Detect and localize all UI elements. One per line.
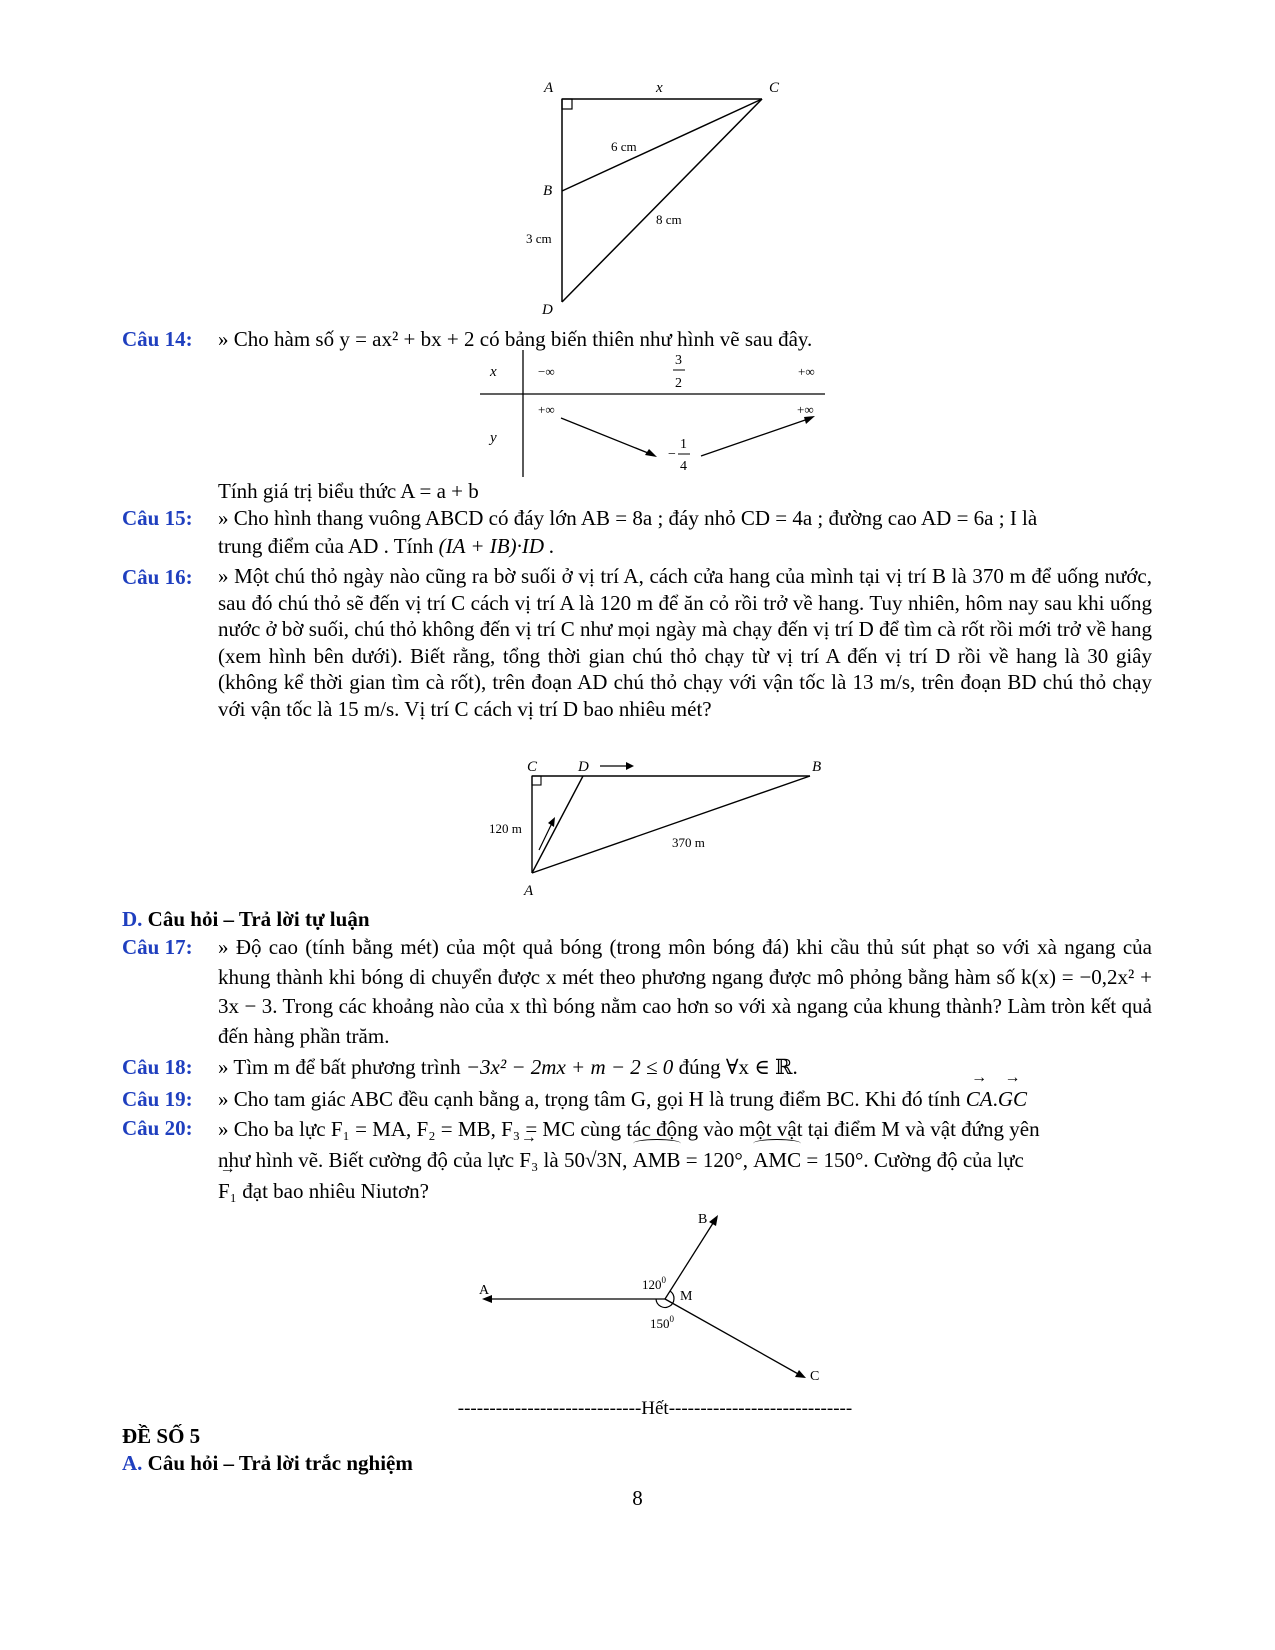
side-6cm-label: 6 cm [611,139,637,154]
table-x-minus-inf: −∞ [538,364,555,379]
q20-line2-mid: là 50√3N, [543,1148,628,1172]
rabbit-ca-label: 120 m [489,821,522,836]
table-x-label: x [490,364,497,380]
table-x-mid-den: 2 [675,376,682,391]
question-15 [122,504,1152,560]
point-A-label: A [544,80,554,96]
q17-text: » Độ cao (tính bằng mét) của một quả bóng (trong môn bóng đá) khi cầu thủ sút phạt so với xà ngang của khung thành khi bóng di chuyển được x mét theo phương ngang được mô phỏng bằng hàm số k(x) = −0,2x² + 3x − 3. Trong các khoảng nào của x thì bóng nằm cao hơn so với xà ngang của khung thành? Làm tròn kết quả đến hàng phần trăm. [218,935,1152,1048]
q19-vector-ca: CA → [966,1085,993,1113]
question-20-label: Câu 20: [122,1116,193,1140]
section-d-title: Câu hỏi – Trả lời tự luận [147,907,370,931]
q14-formula: y = ax² + bx + 2 [339,327,475,351]
question-15-label: Câu 15: [122,506,193,530]
point-D-label: D [542,302,553,318]
table-y-min-num: 1 [680,437,687,452]
force-point-M: M [680,1289,693,1304]
section-a-title: Câu hỏi – Trả lời trắc nghiệm [147,1451,413,1475]
q20-amb-value: = 120°, [685,1148,749,1172]
table-x-mid-num: 3 [675,353,682,368]
table-y-left-inf: +∞ [538,402,555,417]
q18-text-pre: » Tìm m để bất phương trình [218,1055,461,1079]
q14-text-pre: » Cho hàm số [218,327,335,351]
section-a-heading [122,1451,413,1476]
q20-line3-post: đạt bao nhiêu Niutơn? [242,1179,429,1203]
force-angle-150: $150^0$ [650,1314,674,1331]
force-point-C: C [810,1369,820,1384]
q20-forces: F₁ = MA, F₂ = MB, F₃ = MC [330,1117,576,1141]
table-x-plus-inf: +∞ [798,364,815,379]
q20-line1-post: cùng tác động vào một vật tại điểm M và vật đứng yên [580,1117,1040,1141]
point-B-label: B [543,183,553,199]
end-line: -----------------------------Hết----------------------------- [457,1398,853,1419]
question-14 [122,325,1152,353]
rabbit-ab-label: 370 m [672,835,705,850]
rabbit-figure [480,755,840,900]
table-y-min-sign: − [668,447,676,462]
force-point-B: B [698,1212,708,1227]
q20-angle-amb: AMB [633,1145,681,1176]
rabbit-point-A: A [524,883,534,899]
q15-line2-expr: (IA + IB)·ID . [438,534,555,558]
q19-vector-gc: GC → [998,1085,1027,1113]
q20-amc-value: = 150°. Cường độ của lực [806,1148,1024,1172]
q20-f1: F₁ → [218,1176,237,1207]
point-C-label: C [769,80,780,96]
question-14-label: Câu 14: [122,327,193,351]
q15-line2-pre: trung điểm của AD . Tính [218,534,434,558]
table-y-right-inf: +∞ [797,402,814,417]
q19-dot: . [992,1087,998,1111]
question-18-label: Câu 18: [122,1055,193,1079]
question-17-label: Câu 17: [122,935,193,959]
question-16-label: Câu 16: [122,565,193,589]
q19-text-pre: » Cho tam giác ABC đều cạnh bằng a, trọng tâm G, gọi H là trung điểm BC. Khi đó tính [218,1087,961,1111]
q15-line1: » Cho hình thang vuông ABCD có đáy lớn AB = 8a ; đáy nhỏ CD = 4a ; đường cao AD = 6a ; I là [218,506,1038,530]
rabbit-point-C: C [527,759,538,775]
question-16 [122,563,1152,722]
q16-text: » Một chú thỏ ngày nào cũng ra bờ suối ở vị trí A, cách cửa hang của mình tại vị trí B là 370 m để uống nước, sau đó chú thỏ sẽ đến vị trí C cách vị trí A là 120 m để ăn cỏ rồi trở về hang. Tuy nhiên, hôm nay sau khi uống nước ở bờ suối, chú thỏ không đến vị trí C như mọi ngày mà chạy đến vị trí D để tìm cà rốt rồi mới trở về hang (xem hình bên dưới). Biết rằng, tổng thời gian chú thỏ chạy từ vị trí A đến vị trí D rồi về hang là 30 giây (không kể thời gian tìm cà rốt), trên đoạn AD chú thỏ chạy với vận tốc là 13 m/s, trên đoạn BD chú thỏ chạy với vận tốc là 15 m/s. Vị trí C cách vị trí D bao nhiêu mét? [218,564,1152,721]
q18-text-post: đúng ∀x ∈ ℝ. [678,1055,798,1079]
side-8cm-label: 8 cm [656,212,682,227]
question-20 [122,1114,1152,1207]
rabbit-point-B: B [812,759,822,775]
q14-task-text: Tính giá trị biểu thức A = a + b [218,479,479,503]
q20-line2-pre: như hình vẽ. Biết cường độ của lực [218,1148,515,1172]
table-y-min-den: 4 [680,459,687,474]
forces-figure [470,1205,840,1395]
question-19-label: Câu 19: [122,1087,193,1111]
table-y-label: y [490,430,497,446]
side-3cm-label: 3 cm [526,231,552,246]
question-19 [122,1085,1152,1113]
variation-table [475,350,835,480]
exam-title: ĐỀ SỐ 5 [122,1424,201,1448]
q14-text-post: có bảng biến thiên như hình vẽ sau đây. [479,327,813,351]
rabbit-point-D: D [578,759,589,775]
force-point-A: A [479,1283,490,1298]
section-d-heading [122,907,370,932]
q18-inequality: −3x² − 2mx + m − 2 ≤ 0 [465,1055,674,1079]
page-number: 8 [632,1486,643,1510]
q20-line1-pre: » Cho ba lực [218,1117,326,1141]
section-a-letter: A. [122,1451,143,1475]
force-angle-120: $120^0$ [642,1275,666,1292]
x-label: x [656,80,663,96]
q20-angle-amc: AMC [753,1145,801,1176]
triangle-figure [510,70,810,320]
section-d-letter: D. [122,907,143,931]
q14-task [122,477,1152,505]
question-17 [122,933,1152,1051]
q20-f3: F₃ → [519,1145,538,1176]
